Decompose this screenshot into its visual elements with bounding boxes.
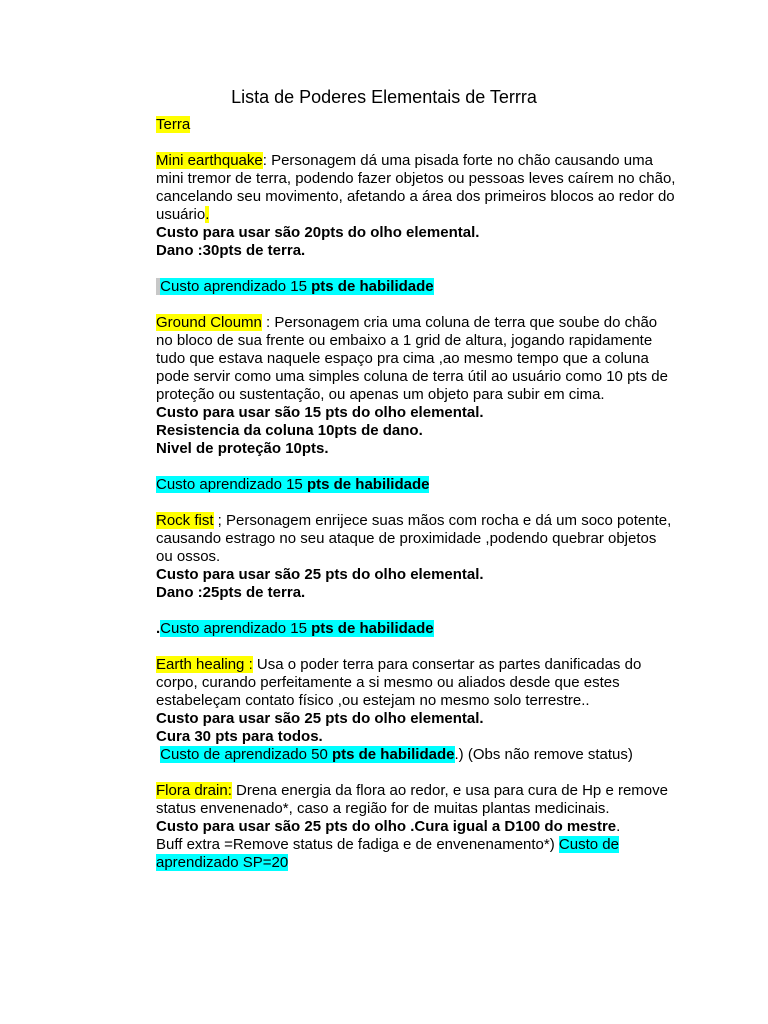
learn-cost: Custo aprendizado 15 pts de habilidade xyxy=(156,278,676,296)
power-description: Personagem dá uma pisada forte no chão causando uma mini tremor de terra, podendo fazer objetos ou pessoas leves caírem no chão, cancelando seu movimento, afetando a área dos primeiros blocos ao redor do usuário xyxy=(156,152,676,223)
power-description: ; Personagem enrijece suas mãos com rocha e dá um soco potente, causando estrago no seu ataque de proximidade ,podendo quebrar objetos ou ossos. xyxy=(156,512,672,565)
power-earth-healing xyxy=(156,656,676,710)
power-resistance: Resistencia da coluna 10pts de dano. xyxy=(156,422,423,439)
power-name: Ground Cloumn xyxy=(156,314,262,331)
power-name: Flora drain: xyxy=(156,782,232,799)
power-ground-column xyxy=(156,314,676,404)
power-cost: Custo para usar são 25 pts do olho elemental. xyxy=(156,710,484,727)
learn-cost: Custo de aprendizado 50 pts de habilidade.) (Obs não remove status) xyxy=(160,746,633,763)
power-cost: Custo para usar são 25 pts do olho .Cura igual a D100 do mestre. xyxy=(156,818,621,835)
power-description: Usa o poder terra para consertar as partes danificadas do corpo, curando perfeitamente a si mesmo ou aliados desde que estes estabeleçam contato físico ,ou estejam no mesmo solo terrestre.. xyxy=(156,656,642,709)
power-damage: Dano :30pts de terra. xyxy=(156,242,306,259)
power-flora-drain xyxy=(156,782,676,818)
power-mini-earthquake: Mini earthquake: Personagem dá uma pisada forte no chão causando uma mini tremor de terra, podendo fazer objetos ou pessoas leves caírem no chão, cancelando seu movimento, afetando a área dos primeiros blocos ao redor do usuário. xyxy=(156,152,676,223)
power-description: Drena energia da flora ao redor, e usa para cura de Hp e remove status envenenado*, caso a região for de muitas plantas medicinais. xyxy=(156,782,668,817)
power-heal: Cura 30 pts para todos. xyxy=(156,728,323,745)
power-rock-fist xyxy=(156,512,676,566)
document-body xyxy=(156,116,676,872)
power-name: Rock fist xyxy=(156,512,214,529)
power-extra: Buff extra =Remove status de fadiga e de envenenamento*) Custo de aprendizado SP=20 xyxy=(156,836,619,871)
document-title: Lista de Poderes Elementais de Terrra xyxy=(231,87,537,107)
learn-cost: .Custo aprendizado 15 pts de habilidade xyxy=(156,620,434,637)
power-cost: Custo para usar são 15 pts do olho elemental. xyxy=(156,404,484,421)
power-cost: Custo para usar são 25 pts do olho elemental. xyxy=(156,566,484,583)
power-name: Mini earthquake xyxy=(156,152,263,169)
power-name: Earth healing : xyxy=(156,656,253,673)
section-heading xyxy=(156,116,676,134)
power-description: : Personagem cria uma coluna de terra que soube do chão no bloco de sua frente ou embaixo a 1 grid de altura, jogando rapidamente tudo que estava naquele espaço pra cima ,ao mesmo tempo que a coluna pode servir como uma simples coluna de terra útil ao usuário como 10 pts de proteção ou sustentação, ou apenas um objeto para subir em cima. xyxy=(156,314,668,403)
power-damage: Dano :25pts de terra. xyxy=(156,584,306,601)
section-terra: Terra xyxy=(156,116,191,133)
power-cost: Custo para usar são 20pts do olho elemental. xyxy=(156,224,480,241)
learn-cost: Custo de aprendizado SP=20 xyxy=(156,836,619,871)
power-protection: Nivel de proteção 10pts. xyxy=(156,440,329,457)
learn-cost: Custo aprendizado 15 pts de habilidade xyxy=(156,476,430,493)
